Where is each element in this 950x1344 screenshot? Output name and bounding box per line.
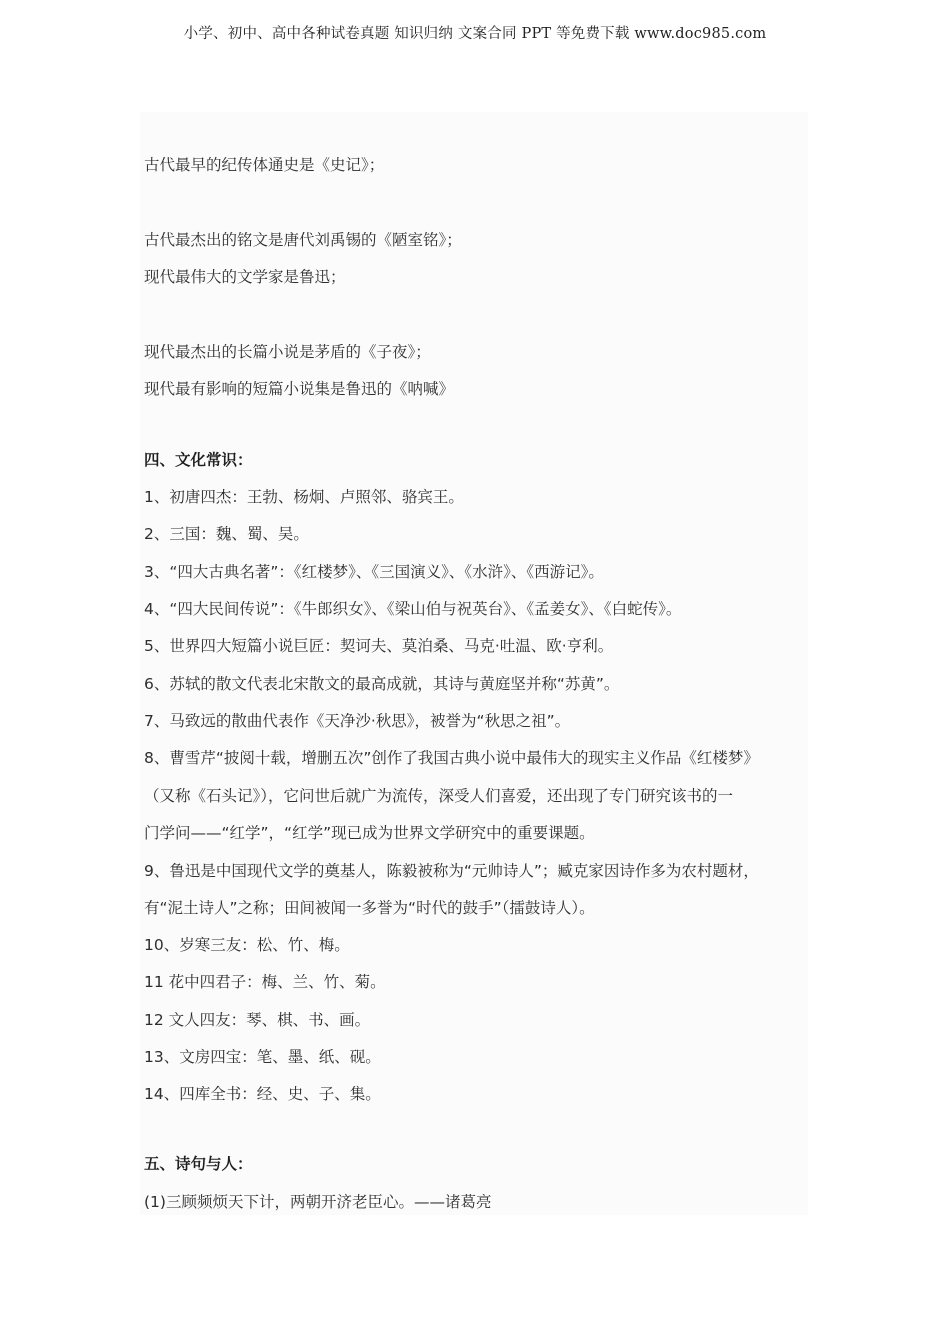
- list-item: 6、苏轼的散文代表北宋散文的最高成就，其诗与黄庭坚并称“苏黄”。: [144, 675, 620, 693]
- list-item: 10、岁寒三友：松、竹、梅。: [144, 936, 350, 954]
- list-item: 9、鲁迅是中国现代文学的奠基人，陈毅被称为“元帅诗人”；臧克家因诗作多为农村题材，: [144, 862, 759, 880]
- list-item: 11 花中四君子：梅、兰、竹、菊。: [144, 973, 386, 991]
- list-item: 5、世界四大短篇小说巨匠：契诃夫、莫泊桑、马克·吐温、欧·亨利。: [144, 637, 614, 655]
- list-item: 4、“四大民间传说”：《牛郎织女》、《梁山伯与祝英台》、《孟姜女》、《白蛇传》。: [144, 600, 682, 618]
- list-item: 7、马致远的散曲代表作《天净沙·秋思》，被誉为“秋思之祖”。: [144, 712, 571, 730]
- text-line: 现代最伟大的文学家是鲁迅；: [144, 268, 346, 286]
- text-line: 古代最早的纪传体通史是《史记》；: [144, 156, 385, 174]
- list-item: 门学问——“红学”，“红学”现已成为世界文学研究中的重要课题。: [144, 824, 595, 842]
- list-item: 1、初唐四杰：王勃、杨炯、卢照邻、骆宾王。: [144, 488, 464, 506]
- list-item: 8、曹雪芹“披阅十载，增删五次”创作了我国古典小说中最伟大的现实主义作品《红楼梦》: [144, 749, 759, 767]
- list-item: 有“泥土诗人”之称；田间被闻一多誉为“时代的鼓手”（擂鼓诗人）。: [144, 899, 595, 917]
- text-line: 现代最杰出的长篇小说是茅盾的《子夜》；: [144, 343, 431, 361]
- page-header: 小学、初中、高中各种试卷真题 知识归纳 文案合同 PPT 等免费下载 www.doc985.com: [183, 26, 767, 42]
- list-item: 14、四库全书：经、史、子、集。: [144, 1085, 381, 1103]
- section-heading: 四、文化常识：: [144, 451, 253, 469]
- list-item: 2、三国：魏、蜀、吴。: [144, 525, 309, 543]
- text-line: 现代最有影响的短篇小说集是鲁迅的《呐喊》: [144, 380, 455, 398]
- list-item: (1)三顾频烦天下计，两朝开济老臣心。——诸葛亮: [144, 1193, 492, 1211]
- list-item: 3、“四大古典名著”：《红楼梦》、《三国演义》、《水浒》、《西游记》。: [144, 563, 604, 581]
- text-line: 古代最杰出的铭文是唐代刘禹锡的《陋室铭》；: [144, 231, 462, 249]
- list-item: 13、文房四宝：笔、墨、纸、砚。: [144, 1048, 381, 1066]
- list-item: （又称《石头记》），它问世后就广为流传，深受人们喜爱，还出现了专门研究该书的一: [144, 787, 734, 805]
- section-heading: 五、诗句与人：: [144, 1155, 253, 1173]
- list-item: 12 文人四友：琴、棋、书、画。: [144, 1011, 371, 1029]
